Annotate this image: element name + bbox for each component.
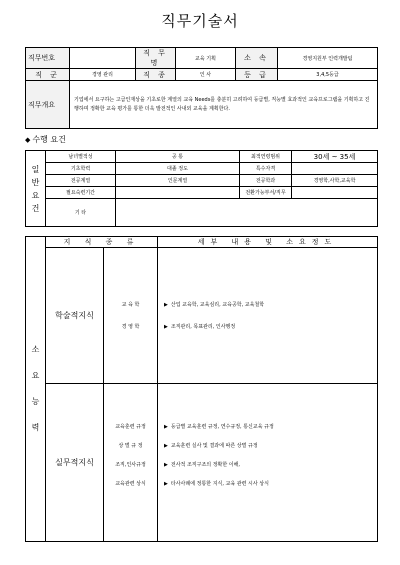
grade-label: 등 급 [236, 69, 278, 81]
period-value [116, 187, 240, 199]
academic-details [158, 248, 378, 384]
transfer-label: 전환가능부서/직무 [240, 187, 292, 199]
header-detail: 세부 내용 및 소요정도 [158, 237, 378, 248]
general-requirements-table [25, 150, 378, 227]
etc-label: 기 타 [46, 199, 116, 227]
job-series-value: 인 사 [176, 69, 236, 81]
job-name-value: 교육 기획 [176, 48, 236, 69]
list-item: 조직,인사규정 [115, 462, 146, 468]
summary-text: 기업에서 요구하는 고급인재상을 기초로한 계열의 교육 Needs를 충분히 고려하여 등급별, 직능별 효과적인 교육프로그램을 기획하고 진행하며 정확한 교육 평가를 통한 더욱 발전적인 사내외 교육을 계획한다. [70, 81, 378, 129]
period-label: 필요숙련기간 [46, 187, 116, 199]
age-value: 30세 ~ 35세 [292, 151, 378, 163]
field-label: 전공계열 [46, 175, 116, 187]
job-info-table [25, 47, 378, 129]
cert-label: 특수자격 [240, 163, 292, 175]
skills-table [25, 236, 378, 542]
academic-label: 학술적지식 [46, 248, 104, 384]
header-knowledge: 지 식 종 류 [46, 237, 158, 248]
list-item: 교육훈련 규정 [115, 424, 146, 430]
major-label: 전공학과 [240, 175, 292, 187]
triangle-bullet-icon: ▶ [164, 424, 168, 430]
age-label: 최적연령범위 [240, 151, 292, 163]
list-item: 경 영 학 [121, 324, 140, 330]
practical-details [158, 384, 378, 542]
cert-value [292, 163, 378, 175]
grade-value: 3,4,5등급 [278, 69, 378, 81]
section-title: 수행 요건 [32, 135, 66, 144]
list-item: 교 육 학 [121, 302, 140, 308]
list-item: ▶ 타사사례에 정통한 지식, 교육 관련 시사 상식 [164, 481, 269, 487]
list-item: ▶ 조직관리, 목표관리, 인사행정 [164, 324, 236, 330]
academic-items [104, 248, 158, 384]
education-label: 기초학력 [46, 163, 116, 175]
job-name-label: 직 무 명 [136, 48, 176, 69]
job-no-label: 직무번호 [26, 48, 70, 69]
dept-value: 경영지원부 인력개발팀 [278, 48, 378, 69]
dept-label: 소 속 [236, 48, 278, 69]
list-item: ▶ 교육훈련 실사 및 결과에 따른 상벌 규정 [164, 443, 258, 449]
practical-label: 실무적지식 [46, 384, 104, 542]
section-heading [25, 134, 66, 145]
major-value: 경영학,사학,교육학 [292, 175, 378, 187]
list-item: ▶ 전사적 조직구조의 정확한 이해, [164, 462, 241, 468]
triangle-bullet-icon: ▶ [164, 324, 168, 330]
list-item: ▶ 등급별 교육훈련 규정, 연수규정, 통신교육 규정 [164, 424, 274, 430]
job-group-value: 경영 관리 [70, 69, 136, 81]
field-value: 인문계열 [116, 175, 240, 187]
job-group-label: 직 군 [26, 69, 70, 81]
triangle-bullet-icon: ▶ [164, 481, 168, 487]
etc-value [116, 199, 378, 227]
gender-label: 남녀별적성 [46, 151, 116, 163]
diamond-icon: ◆ [25, 136, 31, 144]
page-title: 직무기술서 [161, 12, 239, 30]
skills-side-label: 소 요 능 력 [26, 237, 46, 542]
practical-items [104, 384, 158, 542]
general-side-label: 일반 요건 [26, 151, 46, 227]
triangle-bullet-icon: ▶ [164, 462, 168, 468]
list-item: 교육관련 상식 [115, 481, 146, 487]
gender-value: 공 통 [116, 151, 240, 163]
list-item: 상 벌 규 정 [118, 443, 143, 449]
job-series-label: 직 종 [136, 69, 176, 81]
triangle-bullet-icon: ▶ [164, 302, 168, 308]
list-item: ▶ 산업 교육학, 교육심리, 교육공학, 교육철학 [164, 302, 265, 308]
triangle-bullet-icon: ▶ [164, 443, 168, 449]
transfer-value [292, 187, 378, 199]
education-value: 대졸 정도 [116, 163, 240, 175]
summary-label: 직무개요 [26, 81, 70, 129]
job-no-value [70, 48, 136, 69]
